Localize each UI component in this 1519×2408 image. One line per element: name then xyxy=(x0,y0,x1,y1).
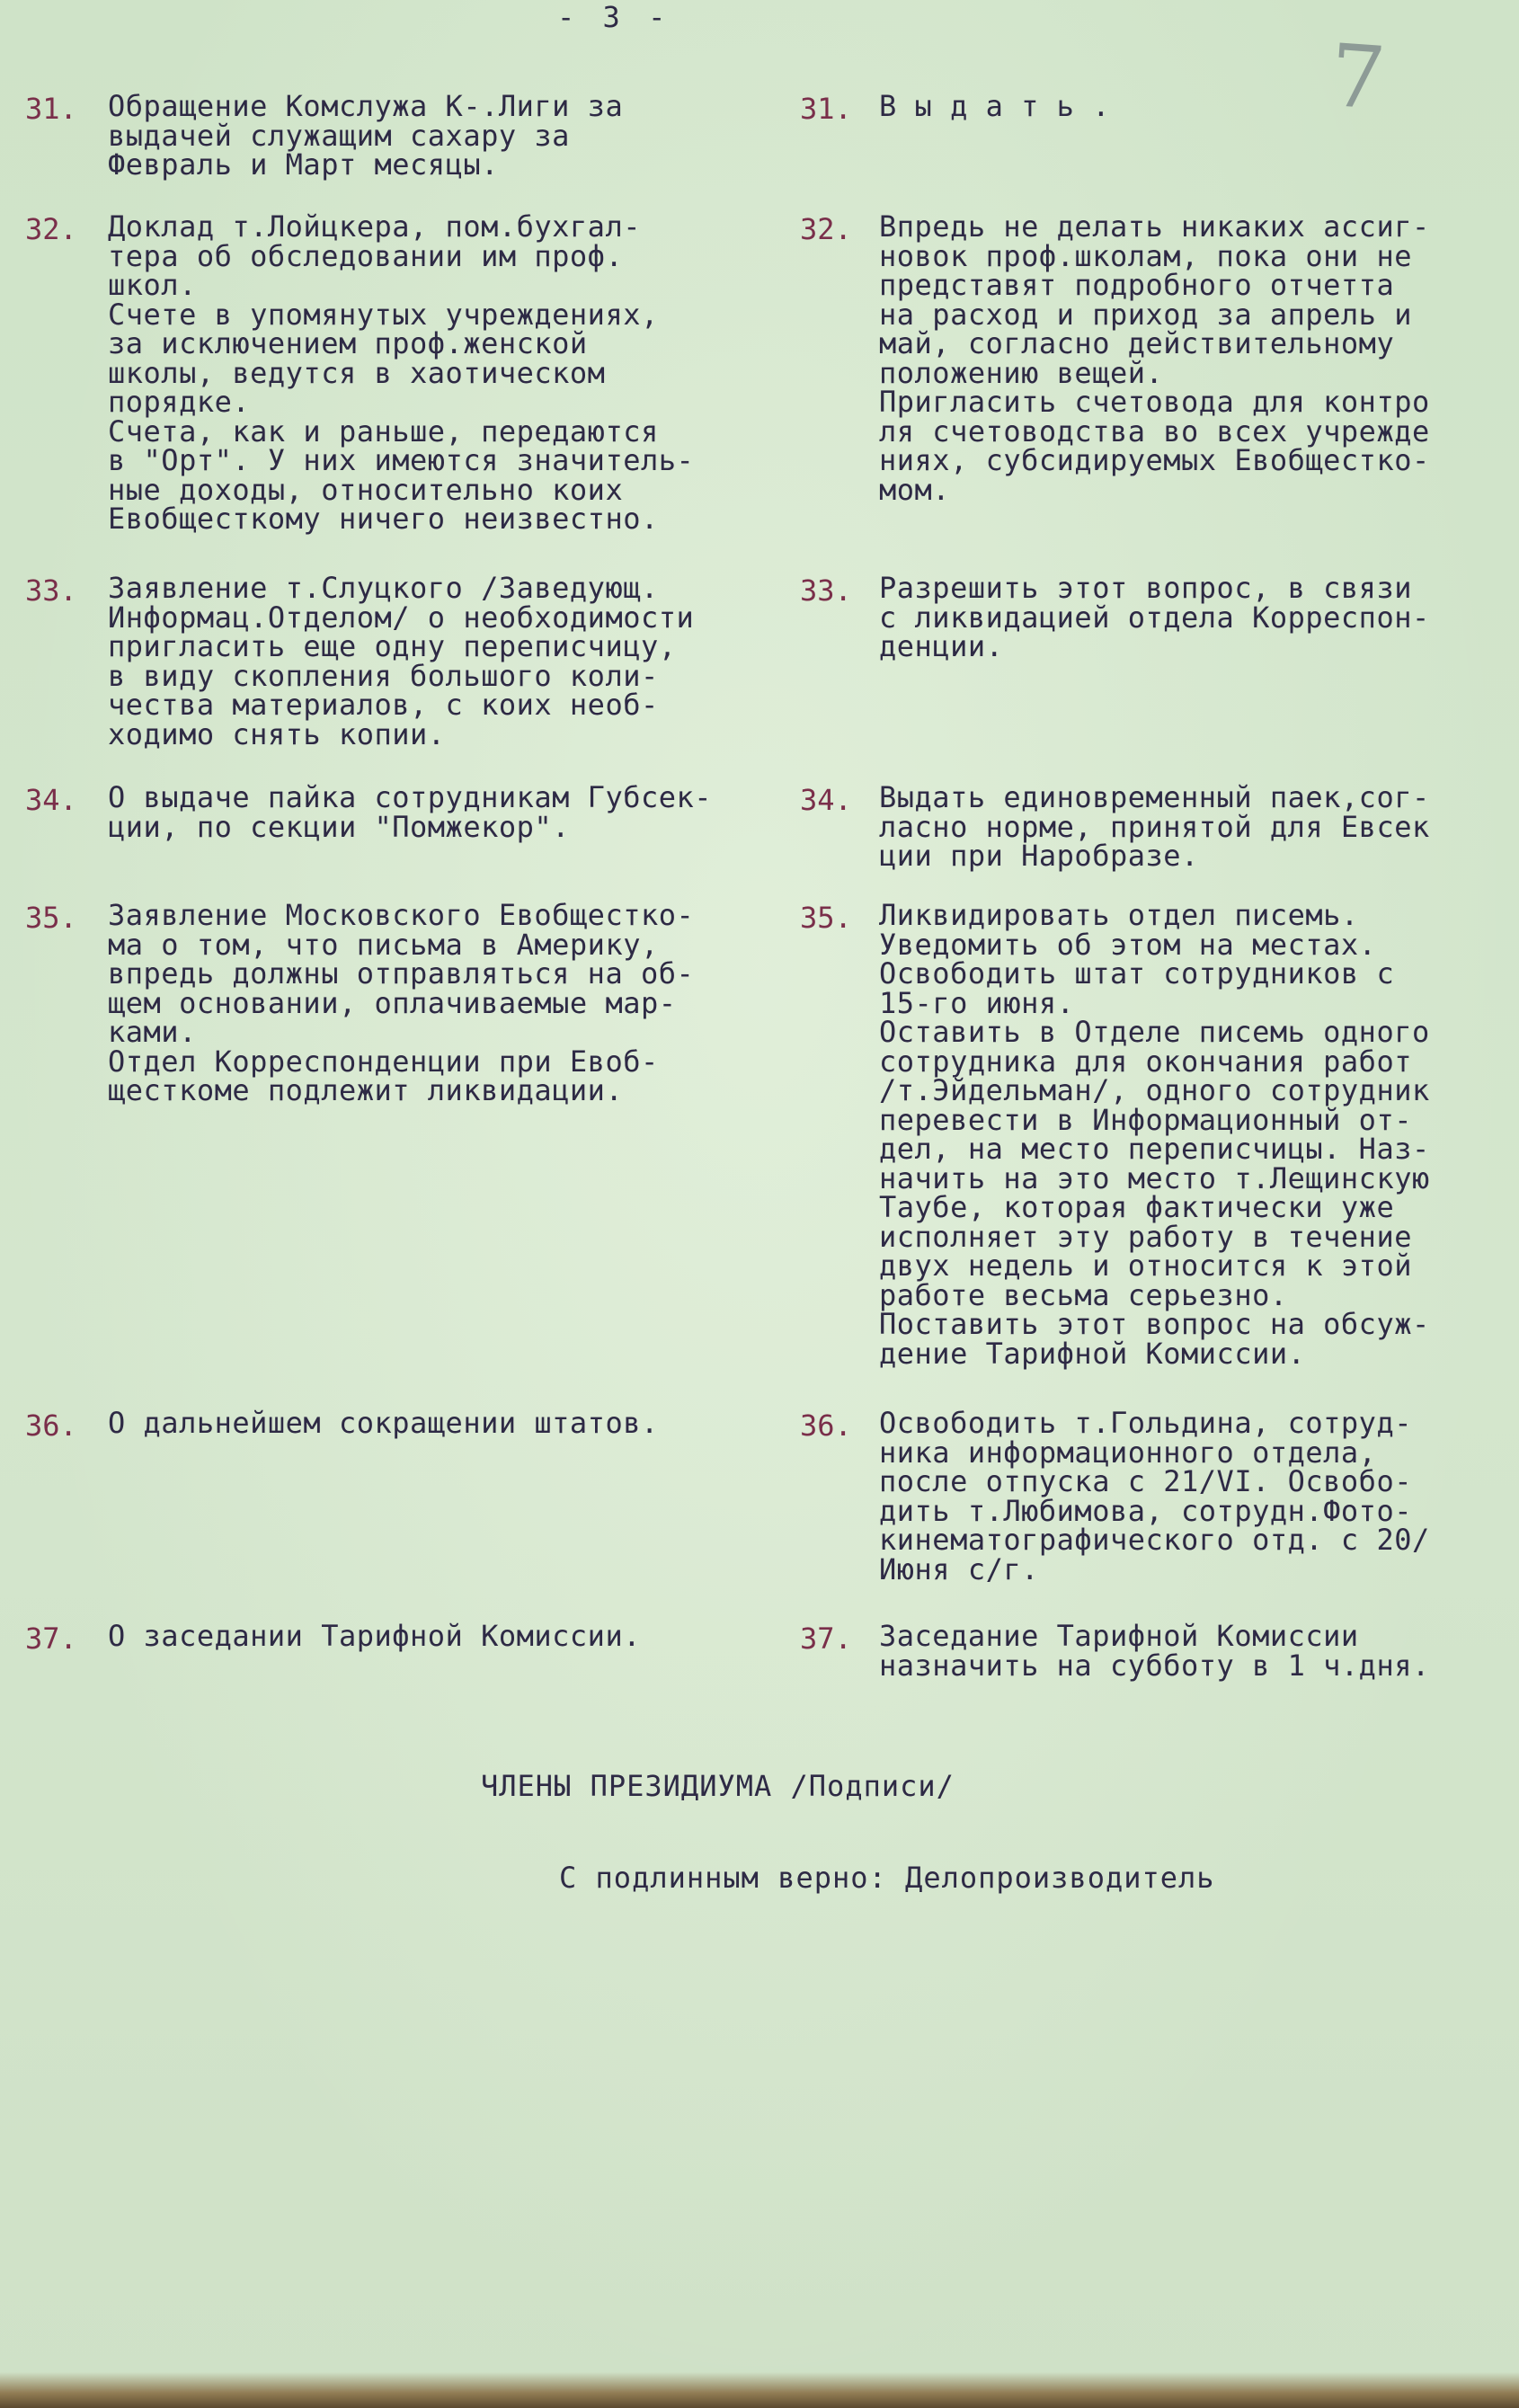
text-line: Освободить т.Гольдина, сотруд- xyxy=(879,1406,1412,1440)
text-line: кинематографического отд. с 20/ xyxy=(879,1523,1430,1557)
text-line: Разрешить этот вопрос, в связи xyxy=(879,571,1412,605)
question-text xyxy=(108,898,695,1107)
text-line: чества материалов, с коих необ- xyxy=(108,688,659,722)
text-line: положению вещей. xyxy=(879,355,1164,390)
decision-text xyxy=(879,898,1430,1371)
decision-number: 31. xyxy=(800,92,852,126)
question-text xyxy=(108,1408,659,1438)
text-line: представят подробного отчетта xyxy=(879,268,1395,302)
text-line: ции, по секции "Помжекор". xyxy=(108,809,570,844)
text-line: порядке. xyxy=(108,385,251,419)
text-line: Обращение Комслужа К-.Лиги за xyxy=(108,89,624,123)
text-line: Выдать единовременный паек,сог- xyxy=(879,780,1430,814)
text-line: мом. xyxy=(879,472,951,507)
text-line: дел, на место переписчицы. Наз- xyxy=(879,1132,1430,1166)
text-line: ции при Наробразе. xyxy=(879,839,1199,873)
text-line: Заседание Тарифной Комиссии xyxy=(879,1619,1359,1653)
text-line: после отпуска с 21/VI. Освобо- xyxy=(879,1464,1412,1498)
text-line: Информац.Отделом/ о необходимости xyxy=(108,600,695,635)
text-line: Июня с/г. xyxy=(879,1551,1039,1586)
text-line: на расход и приход за апрель и xyxy=(879,297,1412,332)
text-line: В ы д а т ь . xyxy=(879,89,1110,123)
question-text xyxy=(108,780,713,844)
agenda-item-33 xyxy=(0,573,1519,762)
text-line: Доклад т.Лойцкера, пом.бухгал- xyxy=(108,209,641,244)
decision-text xyxy=(879,1619,1430,1683)
text-line: школы, ведутся в хаотическом xyxy=(108,355,606,390)
decision-number: 37. xyxy=(800,1622,852,1656)
text-line: начить на это место т.Лещинскую xyxy=(879,1160,1430,1195)
text-line: Февраль и Март месяцы. xyxy=(108,147,499,182)
page-number: - 3 - xyxy=(557,0,671,34)
text-line: Заявление Московского Евобщестко- xyxy=(108,898,695,932)
certification-line: С подлинным верно: Делопроизводитель xyxy=(559,1861,1215,1895)
text-line: за исключением проф.женской xyxy=(108,326,588,360)
decision-text xyxy=(879,209,1430,507)
item-number: 34. xyxy=(25,783,77,817)
text-line: О дальнейшем сокращении штатов. xyxy=(108,1406,659,1440)
question-text xyxy=(108,573,694,749)
text-line: щесткоме подлежит ликвидации. xyxy=(108,1073,624,1107)
text-line: ля счетоводства во всех учрежде xyxy=(879,413,1430,449)
question-text xyxy=(108,89,624,182)
decision-text xyxy=(879,89,1110,123)
item-number: 37. xyxy=(25,1622,77,1656)
decision-text xyxy=(879,573,1430,662)
text-line: в "Орт". У них имеются значитель- xyxy=(108,443,695,477)
text-line: О заседании Тарифной Комиссии. xyxy=(108,1619,641,1653)
text-line: новок проф.школам, пока они не xyxy=(879,238,1412,273)
text-line: Счете в упомянутых учреждениях, xyxy=(108,297,659,332)
text-line: ные доходы, относительно коих xyxy=(108,472,624,507)
text-line: Таубе, которая фактически уже xyxy=(879,1190,1395,1224)
text-line: в виду скопления большого коли- xyxy=(108,658,659,693)
text-line: Заявление т.Слуцкого /Заведующ. xyxy=(108,571,659,605)
text-line: Ликвидировать отдел писемь. xyxy=(879,898,1359,932)
decision-text xyxy=(879,780,1430,873)
archive-folio-mark: 7 xyxy=(1327,25,1389,129)
text-line: ходимо снять копии. xyxy=(108,716,446,751)
text-line: назначить на субботу в 1 ч.дня. xyxy=(879,1648,1430,1683)
decision-text xyxy=(879,1408,1430,1584)
text-line: тера об обследовании им проф. xyxy=(108,238,624,273)
presidium-members-signatures: ЧЛЕНЫ ПРЕЗИДИУМА /Подписи/ xyxy=(481,1769,955,1803)
text-line: Уведомить об этом на местах. xyxy=(879,927,1377,962)
item-number: 33. xyxy=(25,573,77,608)
agenda-item-34 xyxy=(0,780,1519,882)
agenda-item-37 xyxy=(0,1619,1519,1693)
text-line: ника информационного отдела, xyxy=(879,1435,1377,1470)
text-line: дить т.Любимова, сотрудн.Фото- xyxy=(879,1493,1412,1528)
text-line: Евобщесткому ничего неизвестно. xyxy=(108,502,659,536)
agenda-item-31 xyxy=(0,89,1519,191)
text-line: Пригласить счетовода для контро xyxy=(879,385,1430,419)
question-text xyxy=(108,209,695,536)
item-number: 35. xyxy=(25,901,77,935)
text-line: 15-го июня. xyxy=(879,985,1075,1020)
text-line: ками. xyxy=(108,1015,197,1049)
text-line: щем основании, оплачиваемые мар- xyxy=(108,985,677,1020)
agenda-item-32 xyxy=(0,209,1519,545)
text-line: денции. xyxy=(879,629,1004,663)
text-line: с ликвидацией отдела Корреспон- xyxy=(879,600,1430,635)
text-line: ма о том, что письма в Америку, xyxy=(108,927,659,962)
text-line: О выдаче пайка сотрудникам Губсек- xyxy=(108,780,713,814)
text-line: пригласить еще одну переписчицу, xyxy=(108,629,677,663)
text-line: май, согласно действительному xyxy=(879,326,1395,360)
text-line: перевести в Информационный от- xyxy=(879,1102,1412,1137)
text-line: дение Тарифной Комиссии. xyxy=(879,1336,1306,1371)
decision-number: 33. xyxy=(800,573,852,608)
agenda-item-35 xyxy=(0,898,1519,1386)
question-text xyxy=(108,1619,641,1653)
decision-number: 36. xyxy=(800,1408,852,1443)
agenda-item-36 xyxy=(0,1408,1519,1597)
text-line: двух недель и относится к этой xyxy=(879,1248,1412,1283)
decision-number: 32. xyxy=(800,212,852,246)
text-line: Освободить штат сотрудников с xyxy=(879,956,1395,991)
text-line: работе весьма серьезно. xyxy=(879,1277,1288,1312)
decision-number: 35. xyxy=(800,901,852,935)
text-line: ласно норме, принятой для Евсек xyxy=(879,809,1430,844)
text-line: впредь должны отправляться на об- xyxy=(108,956,695,991)
text-line: школ. xyxy=(108,268,197,302)
item-number: 36. xyxy=(25,1408,77,1443)
text-line: ниях, субсидируемых Евобщестко- xyxy=(879,443,1430,477)
text-line: исполняет эту работу в течение xyxy=(879,1219,1412,1254)
item-number: 32. xyxy=(25,212,77,246)
text-line: Поставить этот вопрос на обсуж- xyxy=(879,1307,1430,1341)
text-line: выдачей служащим сахару за xyxy=(108,118,570,153)
text-line: сотрудника для окончания работ xyxy=(879,1044,1412,1079)
decision-number: 34. xyxy=(800,783,852,817)
text-line: Счета, как и раньше, передаются xyxy=(108,413,659,449)
text-line: Оставить в Отделе писемь одного xyxy=(879,1015,1430,1049)
text-line: /т.Эйдельман/, одного сотрудник xyxy=(879,1073,1430,1107)
text-line: Впредь не делать никаких ассиг- xyxy=(879,209,1430,244)
text-line: Отдел Корреспонденции при Евоб- xyxy=(108,1044,659,1079)
item-number: 31. xyxy=(25,92,77,126)
